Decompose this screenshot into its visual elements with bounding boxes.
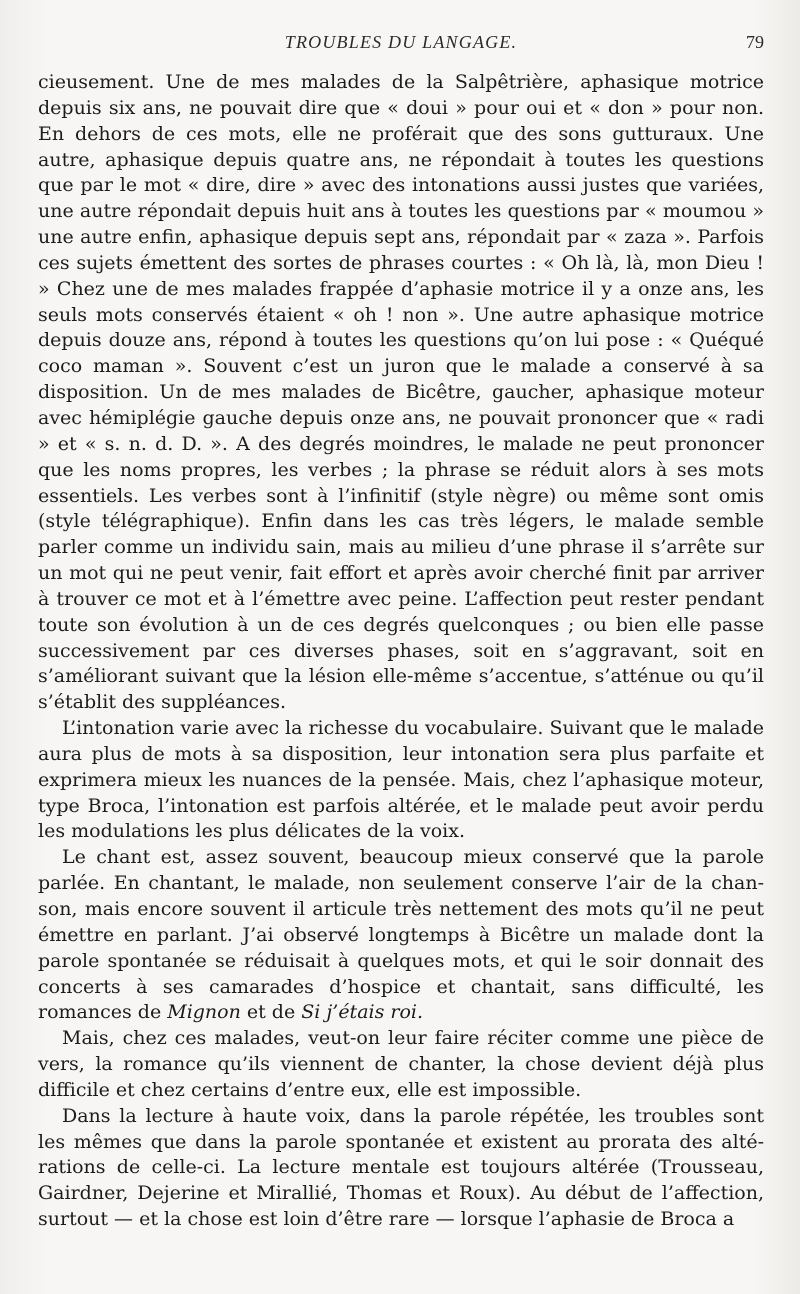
paragraph-2 bbox=[38, 716, 764, 845]
paragraph-3 bbox=[38, 845, 764, 1026]
paragraph-3-connector: et de bbox=[240, 1001, 302, 1024]
running-head bbox=[38, 28, 764, 58]
paragraph-5-text: Dans la lecture à haute voix, dans la parole répétée, les troubles sont les mêmes que dans la parole spontanée et existent au prorata des altérations de celle-ci. La lecture mentale est toujours altérée (Trousseau, Gairdner, Dejerine et Mirallié, Thomas et Roux). Au début de l’affection, surtout — et la chose est loin d’être rare — lorsque l’aphasie de Broca a bbox=[38, 1104, 764, 1231]
paragraph-1 bbox=[38, 70, 764, 716]
paragraph-3-text: Le chant est, assez souvent, beaucoup mieux conservé que la parole parlée. En chantant, le malade, non seulement conserve l’air de la chanson, mais encore souvent il articule très nettement des mots qu’il ne peut émettre en parlant. J’ai observé longtemps à Bicêtre un malade dont la parole spontanée se réduisait à quelques mots, et qui le soir donnait des concerts à ses camarades d’hospice et chantait, sans difficulté, les romances de bbox=[38, 846, 764, 1024]
paragraph-4 bbox=[38, 1026, 764, 1104]
body-text bbox=[38, 70, 764, 1233]
paragraph-4-text: Mais, chez ces malades, veut-on leur faire réciter comme une pièce de vers, la romance qu’ils viennent de chanter, la chose devient déjà plus difficile et chez certains d’entre eux, elle est impossible. bbox=[38, 1027, 764, 1101]
running-title: TROUBLES DU LANGAGE. bbox=[284, 32, 518, 52]
work-title-si-jetais-roi: Si j’étais roi. bbox=[301, 1001, 424, 1024]
paragraph-1-text: cieusement. Une de mes malades de la Salpêtrière, aphasique motrice depuis six ans, ne pouvait dire que « doui » pour oui et « don » pour non. En dehors de ces mots, elle ne proférait que des sons gutturaux. Une autre, aphasique depuis quatre ans, ne répondait à toutes les questions que par le mot « dire, dire » avec des intonations aussi justes que variées, une autre répondait depuis huit ans à toutes les questions par « moumou » une autre enfin, aphasique depuis sept ans, répondait par « zaza ». Parfois ces sujets émettent des sortes de phrases courtes : « Oh là, là, mon Dieu ! » Chez une de mes malades frappée d’aphasie motrice il y a onze ans, les seuls mots conservés étaient « oh ! non ». Une autre aphasique motrice depuis douze ans, répond à toutes les questions qu’on lui pose : « Quéqué coco maman ». Souvent c’est un juron que le malade a conservé à sa disposition. Un de mes malades de Bicêtre, gaucher, aphasique moteur avec hémiplégie gauche depuis onze ans, ne pouvait prononcer que « radi » et « s. n. d. D. ». A des degrés moindres, le malade ne peut prononcer que les noms propres, les verbes ; la phrase se réduit alors à ses mots essentiels. Les verbes sont à l’infinitif (style nègre) ou même sont omis (style télégraphique). Enfin dans les cas très légers, le malade semble parler comme un individu sain, mais au milieu d’une phrase il s’arrête sur un mot qui ne peut venir, fait effort et après avoir cherché finit par arriver à trouver ce mot et à l’émettre avec peine. L’affection peut rester pendant toute son évolution à un de ces degrés quelconques ; ou bien elle passe successivement par ces diverses phases, soit en s’aggravant, soit en s’améliorant suivant que la lésion elle-même s’accentue, s’atténue ou qu’il s’établit des suppléances. bbox=[38, 71, 764, 714]
paragraph-2-text: L’intonation varie avec la richesse du vocabulaire. Suivant que le malade aura plus de mots à sa disposition, leur intonation sera plus parfaite et exprimera mieux les nuances de la pensée. Mais, chez l’aphasique moteur, type Broca, l’intonation est parfois altérée, et le malade peut avoir perdu les modulations les plus délicates de la voix. bbox=[38, 717, 764, 843]
paragraph-5 bbox=[38, 1104, 764, 1233]
page-number: 79 bbox=[746, 32, 764, 52]
work-title-mignon: Mignon bbox=[167, 1001, 241, 1024]
